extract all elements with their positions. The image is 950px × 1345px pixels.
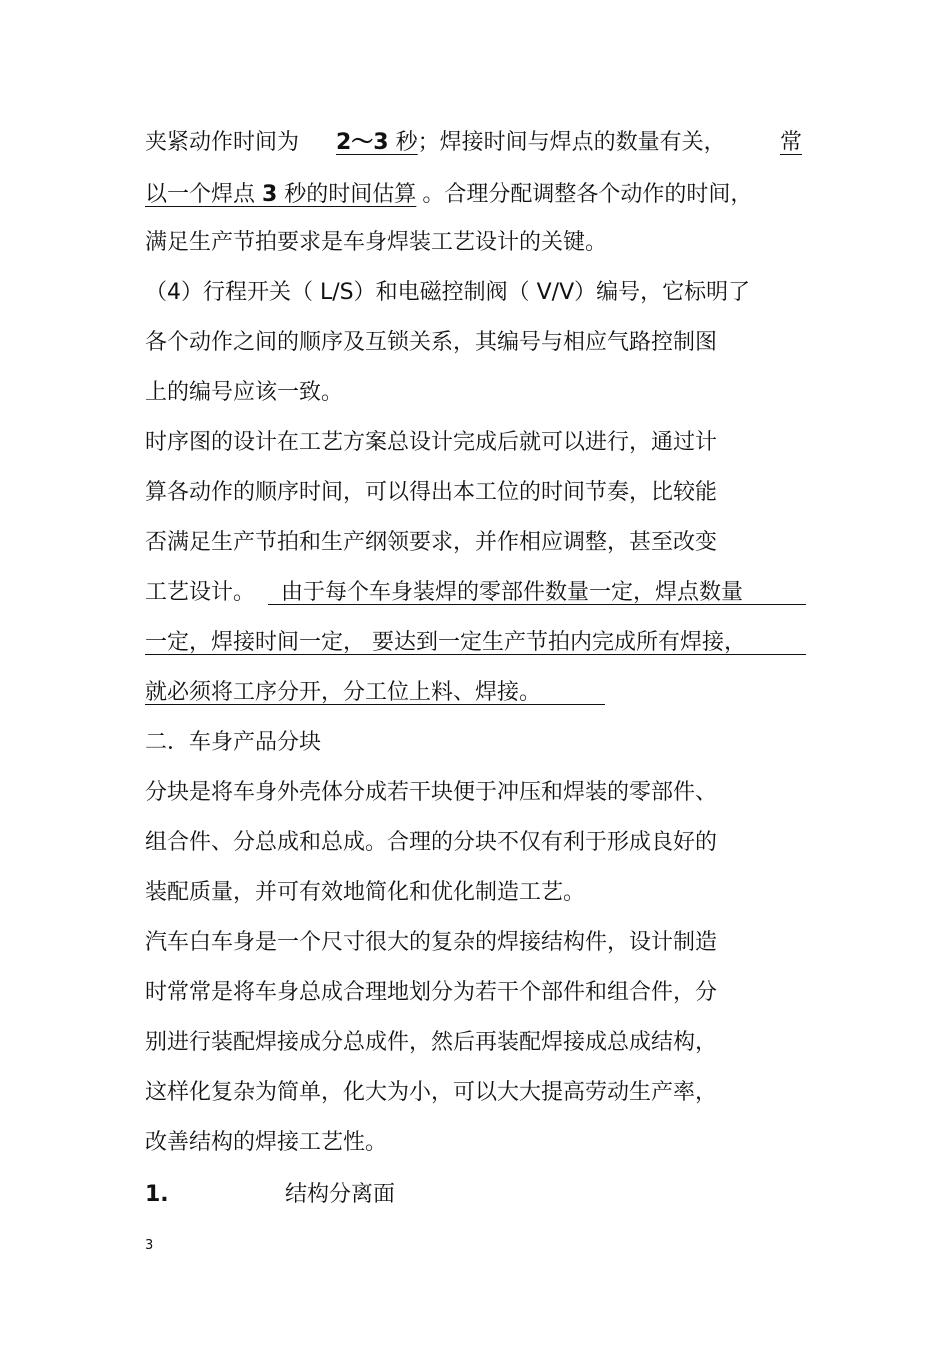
text-line-1: [145, 128, 726, 158]
text-line-18: 时常常是将车身总成合理地划分为若干个部件和组合件，分: [145, 980, 718, 1005]
underlined-text: 秒: [388, 130, 418, 155]
text-run: 。合理分配调整各个动作的时间，: [422, 182, 753, 207]
underline-rule: [145, 654, 806, 655]
text-line-9: 否满足生产节拍和生产纲领要求，并作相应调整，甚至改变: [145, 530, 718, 555]
underline-rule: [268, 604, 806, 605]
text-line-5: 各个动作之间的顺序及互锁关系，其编号与相应气路控制图: [145, 330, 718, 355]
text-line-3: 满足生产节拍要求是车身焊装工艺设计的关键。: [145, 230, 608, 255]
text-run: 工艺设计。: [145, 580, 256, 605]
text-line-14: 分块是将车身外壳体分成若干块便于冲压和焊装的零部件、: [145, 780, 718, 805]
text-run: 夹紧动作时间为: [145, 130, 306, 155]
subsection-title: 结构分离面: [285, 1182, 396, 1207]
text-line-8: 算各动作的顺序时间，可以得出本工位的时间节奏，比较能: [145, 480, 718, 505]
text-line-16: 装配质量，并可有效地简化和优化制造工艺。: [145, 880, 586, 905]
text-line-20: 这样化复杂为简单，化大为小，可以大大提高劳动生产率，: [145, 1080, 718, 1105]
text-line-17: 汽车白车身是一个尺寸很大的复杂的焊接结构件，设计制造: [145, 930, 718, 955]
underlined-text: 由于每个车身装焊的零部件数量一定，焊点数量: [281, 580, 744, 605]
page-number: 3: [145, 1238, 154, 1253]
underlined-value: 2～3: [336, 130, 389, 155]
text-line-19: 别进行装配焊接成分总成件，然后再装配焊接成总成结构，: [145, 1030, 718, 1055]
text-line-11: 一定，焊接时间一定， 要达到一定生产节拍内完成所有焊接，: [145, 630, 746, 655]
underline-rule: [145, 704, 605, 705]
text-line-4: （4）行程开关（ L/S）和电磁控制阀（ V/V）编号，它标明了: [145, 280, 751, 305]
text-line-12: 就必须将工序分开，分工位上料、焊接。: [145, 680, 542, 705]
text-line-21: 改善结构的焊接工艺性。: [145, 1130, 388, 1155]
text-line-7: 时序图的设计在工艺方案总设计完成后就可以进行，通过计: [145, 430, 718, 455]
underlined-text: 秒的时间估算: [277, 182, 417, 207]
section-heading: 二．车身产品分块: [145, 730, 322, 755]
underlined-text: 常: [780, 130, 803, 155]
text-line-2: [145, 180, 752, 210]
subsection-number: 1.: [145, 1182, 169, 1207]
underlined-text: 以一个焊点: [145, 182, 262, 207]
text-run: ；焊接时间与焊点的数量有关，: [417, 130, 726, 155]
underlined-value: 3: [262, 182, 278, 207]
text-line-15: 组合件、分总成和总成。合理的分块不仅有利于形成良好的: [145, 830, 718, 855]
text-line-6: 上的编号应该一致。: [145, 380, 344, 405]
